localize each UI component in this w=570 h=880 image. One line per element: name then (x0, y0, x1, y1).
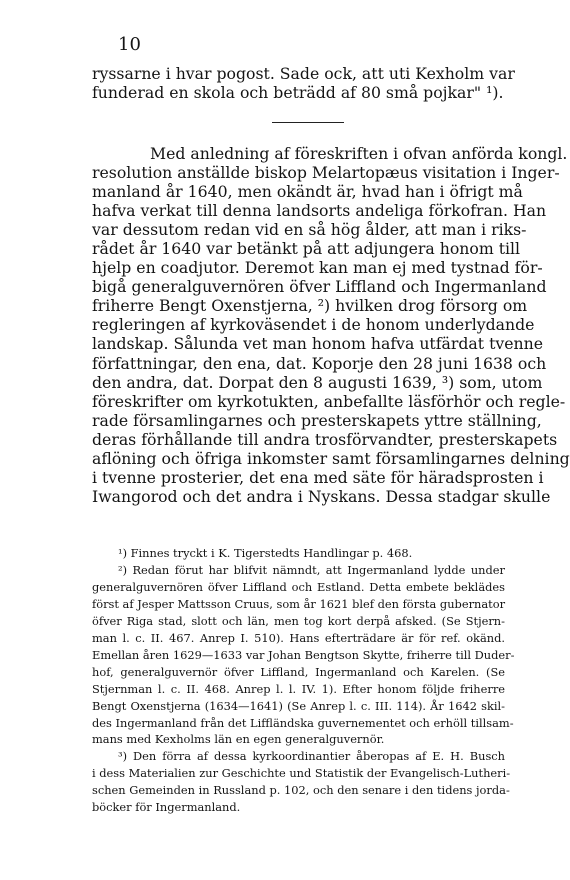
text-line: Med anledning af föreskriften i ofvan anförda kongl. (150, 144, 568, 163)
footnote-line: Stjernman l. c. II. 468. Anrep l. l. IV. 1). Efter honom följde friherre (92, 681, 505, 696)
text-line: manland år 1640, men okändt är, hvad han i öfrigt må (92, 182, 523, 202)
text-line: friherre Bengt Oxenstjerna, ²) hvilken drog försorg om (92, 296, 528, 316)
page-number: 10 (118, 34, 141, 55)
footnote-line: des Ingermanland från det Liffländska guvernementet och erhöll tillsam- (92, 715, 514, 730)
text-line: var dessutom redan vid en så hög ålder, att man i riks- (92, 220, 527, 240)
footnote-line: man l. c. II. 467. Anrep I. 510). Hans efterträdare är för ref. okänd. (92, 630, 505, 645)
text-line: rådet år 1640 var betänkt på att adjungera honom till (92, 239, 521, 259)
text-line: den andra, dat. Dorpat den 8 augusti 1639, ³) som, utom (92, 372, 543, 392)
footnote-line: ²) Redan förut har blifvit nämndt, att Ingermanland lydde under (118, 562, 505, 577)
text-line: hafva verkat till denna landsorts andeliga förkofran. Han (92, 201, 547, 221)
section-divider (272, 122, 344, 123)
footnotes (92, 545, 515, 816)
footnote-line: Emellan åren 1629—1633 var Johan Bengtson Skytte, friherre till Duder- (92, 647, 515, 662)
text-line: deras förhållande till andra trosförvandter, presterskapets (92, 429, 558, 449)
text-line: bigå generalguvernören öfver Liffland och Ingermanland (92, 277, 547, 297)
footnote-line: schen Gemeinden in Russland p. 102, och den senare i den tidens jorda- (92, 783, 510, 798)
footnote-line: böcker för Ingermanland. (92, 800, 241, 815)
footnote-line: ³) Den förra af dessa kyrkoordinantier åberopas af E. H. Busch (118, 749, 505, 764)
footnote-line: ¹) Finnes tryckt i K. Tigerstedts Handlingar p. 468. (118, 546, 413, 560)
text-line: rade församlingarnes och presterskapets yttre ställning, (92, 410, 542, 430)
text-line: Iwangorod och det andra i Nyskans. Dessa stadgar skulle (92, 486, 551, 506)
text-line: ryssarne i hvar pogost. Sade ock, att uti Kexholm var (92, 64, 515, 83)
text-line: landskap. Sålunda vet man honom hafva utfärdat tvenne (92, 334, 544, 354)
text-line: resolution anställde biskop Melartopæus visitation i Inger- (92, 163, 560, 183)
footnote-line: mans med Kexholms län en egen generalguvernör. (92, 732, 385, 747)
text-line: i tvenne prosterier, det ena med säte för häradsprosten i (92, 467, 544, 487)
text-line: funderad en skola och beträdd af 80 små pojkar" ¹). (92, 83, 504, 103)
footnote-line: generalguvernören öfver Liffland och Estland. Detta embete beklädes (92, 579, 505, 594)
intro-text (92, 64, 515, 103)
footnote-line: hof, generalguvernör öfver Liffland, Ingermanland och Karelen. (Se (92, 664, 505, 679)
text-line: aflöning och öfriga inkomster samt församlingarnes delning (92, 448, 570, 468)
footnote-line: först af Jesper Mattsson Cruus, som år 1621 blef den första gubernator (92, 596, 506, 611)
footnote-line: i dess Materialien zur Geschichte und Statistik der Evangelisch-Lutheri- (92, 766, 511, 781)
text-line: författningar, den ena, dat. Koporje den 28 juni 1638 och (92, 353, 547, 373)
footnote-line: Bengt Oxenstjerna (1634—1641) (Se Anrep l. c. III. 114). År 1642 skil- (92, 698, 505, 713)
text-line: regleringen af kyrkoväsendet i de honom underlydande (92, 315, 535, 335)
text-line: föreskrifter om kyrkotukten, anbefallte läsförhör och regle- (92, 391, 566, 411)
footnote-line: öfver Riga stad, slott och län, men tog kort derpå afsked. (Se Stjern- (92, 613, 505, 628)
main-paragraph (92, 144, 570, 506)
text-line: hjelp en coadjutor. Deremot kan man ej med tystnad för- (92, 258, 543, 278)
